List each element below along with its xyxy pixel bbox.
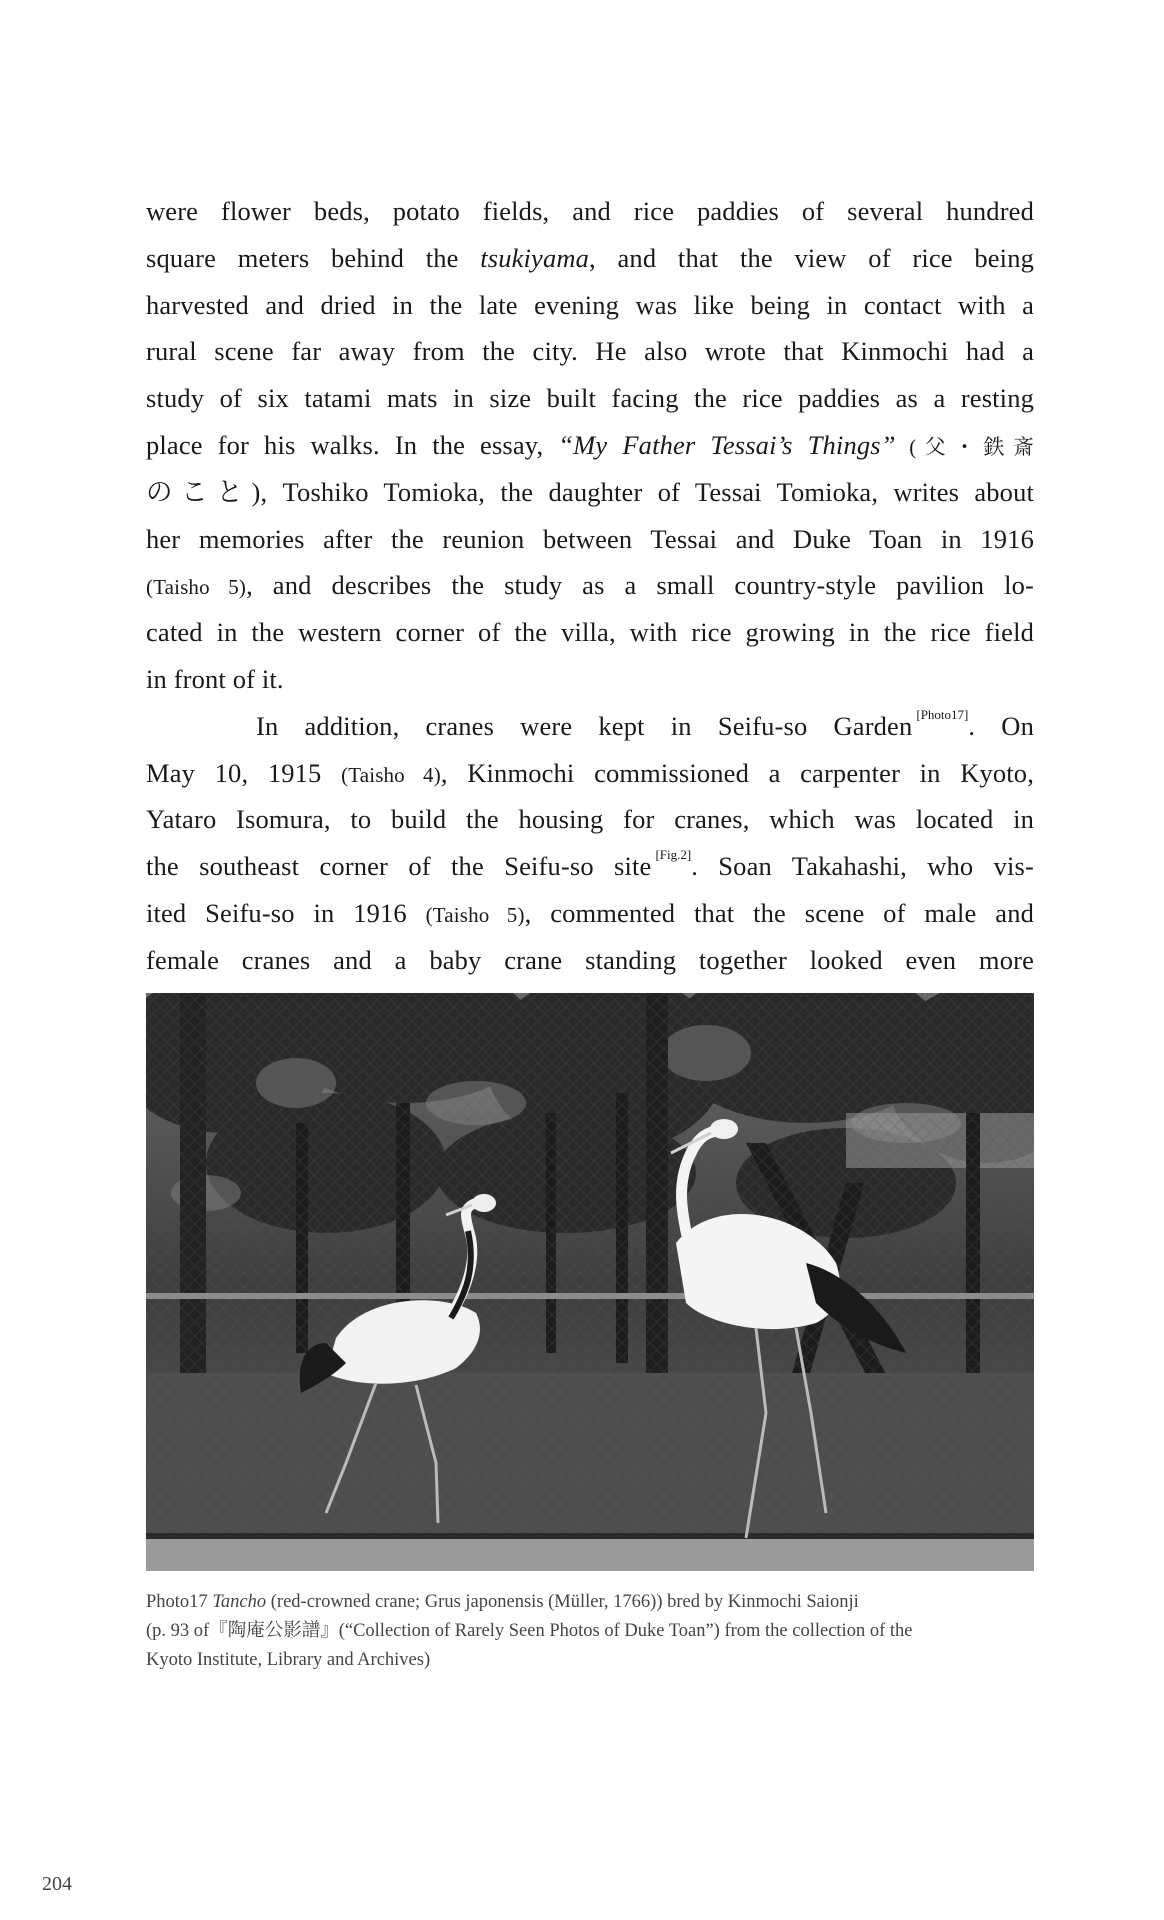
text-line: were flower beds, potato fields, and rice paddies of several hundred [146,196,1034,226]
figure-reference: [Fig.2] [655,847,692,863]
caption-line: Kyoto Institute, Library and Archives) [146,1650,431,1670]
text-line: study of six tatami mats in size built facing the rice paddies as a resting [146,383,1034,414]
text-line: her memories after the reunion between Tessai and Duke Toan in 1916 [146,523,1034,554]
text-line: ited Seifu-so in 1916 (Taisho 5), commented that the scene of male and [146,897,1034,928]
text-line: (Taisho 5), and describes the study as a small country-style pavilion lo- [146,570,1034,601]
photo-reference: [Photo17] [916,706,969,722]
text-line: in front of it. [146,663,284,694]
text-line: rural scene far away from the city. He also wrote that Kinmochi had a [146,336,1034,367]
photo-caption [146,1588,1046,1675]
caption-line: (p. 93 of『陶庵公影譜』(“Collection of Rarely Seen Photos of Duke Toan”) from the collection of the [146,1621,913,1641]
body-text [146,188,1034,984]
crane-photo [146,993,1034,1571]
text-line: square meters behind the tsukiyama, and that the view of rice being [146,242,1034,273]
text-line: the southeast corner of the Seifu-so site [Fig.2]. Soan Takahashi, who vis- [146,847,1034,882]
text-line: place for his walks. In the essay, “My Father Tessai’s Things” (父・鉄斎 [146,429,1034,460]
caption-line: Photo17 Tancho (red-crowned crane; Grus japonensis (Müller, 1766)) bred by Kinmochi Saionji [146,1592,859,1612]
essay-title: “My Father Tessai’s Things” [558,429,896,460]
text-line: harvested and dried in the late evening was like being in contact with a [146,289,1034,320]
page-number: 204 [42,1873,72,1895]
text-line: May 10, 1915 (Taisho 4), Kinmochi commissioned a carpenter in Kyoto, [146,757,1034,788]
italic-term: tsukiyama [480,242,590,273]
text-line: In addition, cranes were kept in Seifu-so Garden [Photo17]. On [256,706,1034,741]
text-line: female cranes and a baby crane standing together looked even more [146,944,1034,975]
text-line: cated in the western corner of the villa, with rice growing in the rice field [146,617,1034,648]
text-line: Yataro Isomura, to build the housing for cranes, which was located in [146,804,1034,835]
text-line: のこと), Toshiko Tomioka, the daughter of Tessai Tomioka, writes about [146,476,1034,507]
